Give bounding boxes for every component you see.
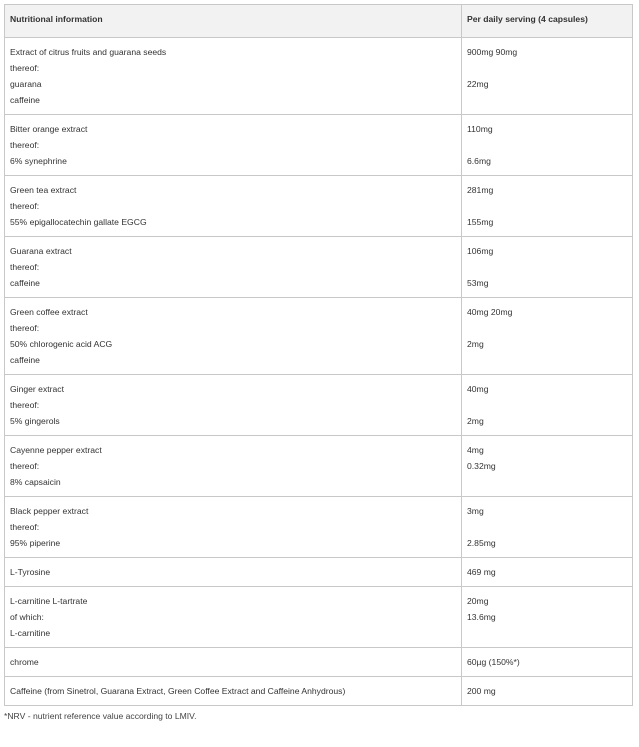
ingredient-line: 95% piperine	[10, 538, 61, 548]
ingredient-cell	[5, 436, 462, 497]
amount-cell	[462, 677, 633, 706]
amount-line	[467, 320, 627, 336]
amount-line	[467, 397, 627, 413]
amount-cell	[462, 237, 633, 298]
table-body	[5, 38, 633, 706]
ingredient-cell	[5, 587, 462, 648]
amount-cell	[462, 176, 633, 237]
amount-cell	[462, 298, 633, 375]
ingredient-line: Cayenne pepper extract	[10, 445, 102, 455]
amount-line: 6.6mg	[467, 156, 491, 166]
ingredient-cell	[5, 497, 462, 558]
ingredient-line: thereof:	[10, 262, 40, 272]
table-row	[5, 38, 633, 115]
ingredient-line: L-carnitine L-tartrate	[10, 596, 88, 606]
amount-cell	[462, 497, 633, 558]
ingredient-line: thereof:	[10, 461, 40, 471]
amount-line: 2mg	[467, 339, 484, 349]
table-header-row	[5, 5, 633, 38]
nrv-footnote: *NRV - nutrient reference value according to LMIV.	[4, 711, 197, 721]
ingredient-line: Black pepper extract	[10, 506, 89, 516]
ingredient-line: thereof:	[10, 63, 40, 73]
ingredient-cell	[5, 298, 462, 375]
ingredient-line: Green tea extract	[10, 185, 77, 195]
table-row	[5, 375, 633, 436]
amount-line	[467, 198, 627, 214]
ingredient-line: 8% capsaicin	[10, 477, 61, 487]
table-row	[5, 677, 633, 706]
amount-cell	[462, 375, 633, 436]
amount-line: 155mg	[467, 217, 494, 227]
amount-line: 22mg	[467, 79, 489, 89]
amount-line	[467, 60, 627, 76]
table-row	[5, 648, 633, 677]
ingredient-line: Caffeine (from Sinetrol, Guarana Extract, Green Coffee Extract and Caffeine Anhydrous)	[10, 686, 346, 696]
nutrition-table	[4, 4, 633, 706]
amount-line: 20mg	[467, 596, 489, 606]
ingredient-cell	[5, 237, 462, 298]
ingredient-line: caffeine	[10, 95, 40, 105]
header-per-daily-serving: Per daily serving (4 capsules)	[462, 5, 633, 38]
ingredient-line: 55% epigallocatechin gallate EGCG	[10, 217, 147, 227]
ingredient-line: guarana	[10, 79, 42, 89]
ingredient-line: 5% gingerols	[10, 416, 60, 426]
ingredient-line: thereof:	[10, 400, 40, 410]
amount-line	[467, 519, 627, 535]
ingredient-cell	[5, 648, 462, 677]
ingredient-line: of which:	[10, 612, 44, 622]
ingredient-line: 6% synephrine	[10, 156, 67, 166]
ingredient-line: 50% chlorogenic acid ACG	[10, 339, 113, 349]
ingredient-line: caffeine	[10, 278, 40, 288]
amount-cell	[462, 558, 633, 587]
amount-line: 4mg	[467, 445, 484, 455]
amount-line	[467, 352, 627, 368]
ingredient-line: Ginger extract	[10, 384, 64, 394]
ingredient-line: thereof:	[10, 140, 40, 150]
ingredient-cell	[5, 677, 462, 706]
ingredient-line: L-Tyrosine	[10, 567, 51, 577]
amount-line	[467, 259, 627, 275]
ingredient-line: Extract of citrus fruits and guarana seeds	[10, 47, 167, 57]
amount-line: 106mg	[467, 246, 494, 256]
ingredient-line: chrome	[10, 657, 39, 667]
ingredient-line: L-carnitine	[10, 628, 51, 638]
ingredient-line: thereof:	[10, 201, 40, 211]
table-row	[5, 298, 633, 375]
ingredient-line: Guarana extract	[10, 246, 72, 256]
amount-cell	[462, 587, 633, 648]
ingredient-line: Bitter orange extract	[10, 124, 88, 134]
amount-cell	[462, 38, 633, 115]
ingredient-line: caffeine	[10, 355, 40, 365]
ingredient-cell	[5, 176, 462, 237]
amount-line: 13.6mg	[467, 612, 496, 622]
amount-line: 2mg	[467, 416, 484, 426]
header-nutritional-information: Nutritional information	[5, 5, 462, 38]
amount-line: 40mg	[467, 384, 489, 394]
amount-line: 40mg 20mg	[467, 307, 513, 317]
amount-line	[467, 92, 627, 108]
amount-cell	[462, 648, 633, 677]
amount-line: 3mg	[467, 506, 484, 516]
amount-cell	[462, 436, 633, 497]
ingredient-cell	[5, 38, 462, 115]
ingredient-cell	[5, 375, 462, 436]
amount-line: 2.85mg	[467, 538, 496, 548]
amount-line: 200 mg	[467, 686, 496, 696]
amount-line	[467, 137, 627, 153]
ingredient-line: thereof:	[10, 323, 40, 333]
amount-line: 0.32mg	[467, 461, 496, 471]
table-row	[5, 497, 633, 558]
table-row	[5, 176, 633, 237]
ingredient-cell	[5, 115, 462, 176]
amount-line	[467, 474, 627, 490]
table-row	[5, 558, 633, 587]
amount-line: 53mg	[467, 278, 489, 288]
table-row	[5, 237, 633, 298]
table-row	[5, 115, 633, 176]
amount-line: 60µg (150%*)	[467, 657, 520, 667]
ingredient-line: Green coffee extract	[10, 307, 88, 317]
table-row	[5, 436, 633, 497]
amount-line: 110mg	[467, 124, 493, 134]
ingredient-cell	[5, 558, 462, 587]
amount-line: 281mg	[467, 185, 494, 195]
amount-cell	[462, 115, 633, 176]
table-row	[5, 587, 633, 648]
amount-line	[467, 625, 627, 641]
ingredient-line: thereof:	[10, 522, 40, 532]
amount-line: 900mg 90mg	[467, 47, 518, 57]
amount-line: 469 mg	[467, 567, 496, 577]
